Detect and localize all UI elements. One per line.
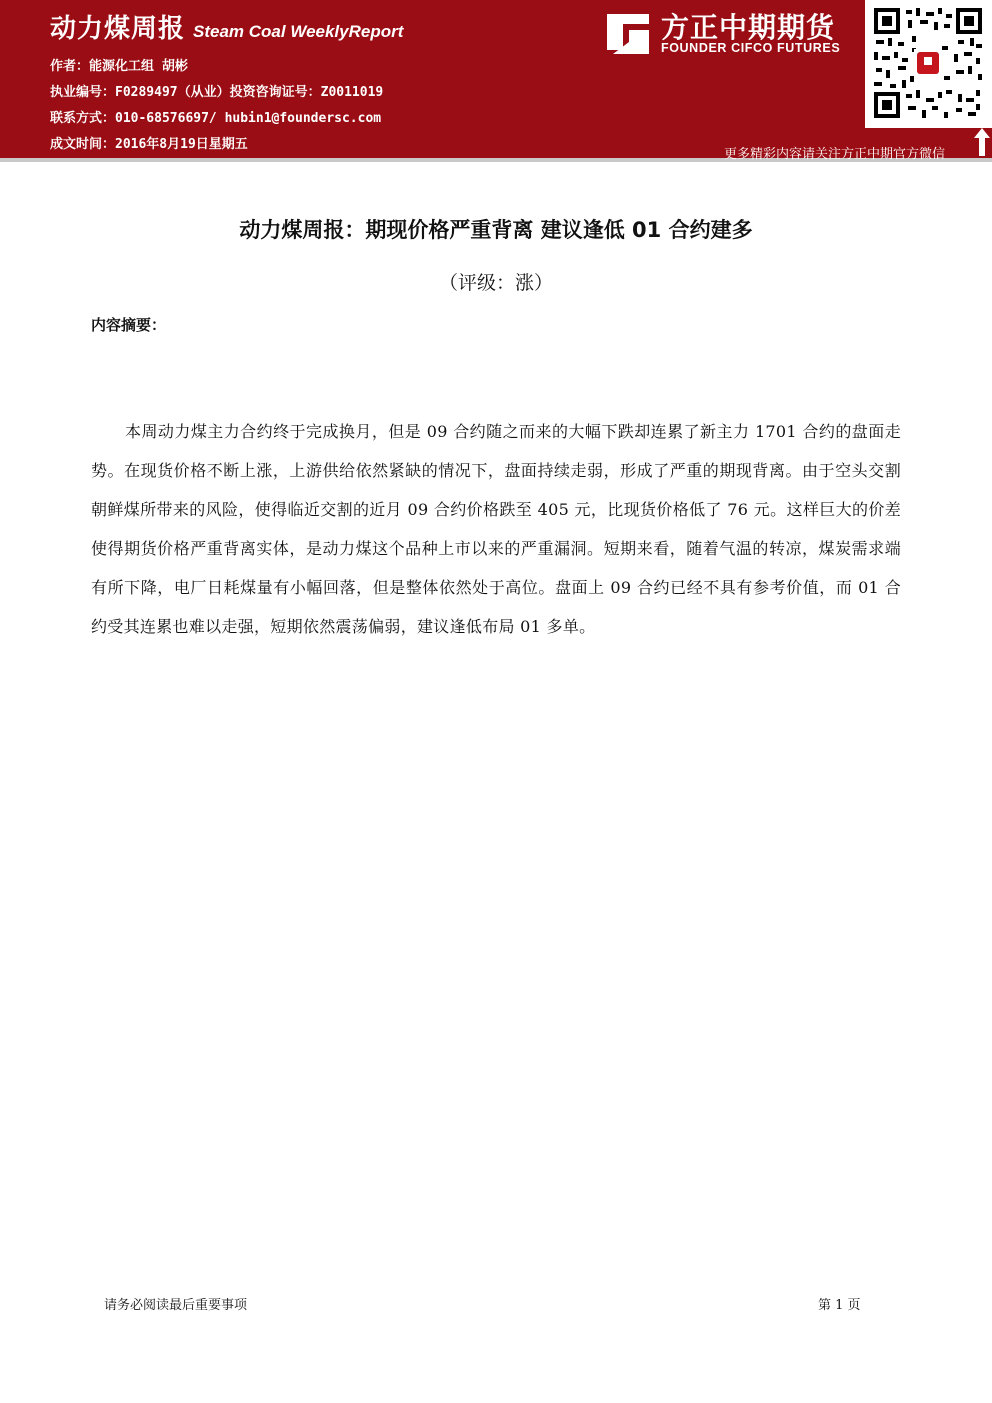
- page-number: 第 1 页: [818, 1298, 861, 1313]
- footer-notice: 请务必阅读最后重要事项: [104, 1298, 248, 1313]
- follow-wechat-text: 更多精彩内容请关注方正中期官方微信: [724, 147, 946, 162]
- report-title: [50, 8, 403, 45]
- document-title: 动力煤周报：期现价格严重背离 建议逢低 01 合约建多: [239, 218, 753, 242]
- qr-code-icon: [872, 6, 984, 120]
- logo-text-zh: 方正中期期货: [661, 11, 836, 44]
- logo-mark-icon: [603, 10, 653, 56]
- report-title-zh: 动力煤周报: [50, 14, 186, 44]
- author-line: 作者：能源化工组 胡彬: [50, 59, 188, 74]
- license-line: 执业编号：F0289497（从业）投资咨询证号：Z0011019: [50, 85, 384, 100]
- wechat-qr-code: [865, 0, 992, 128]
- rating-label: （评级：涨）: [438, 272, 553, 294]
- date-line: 成文时间：2016年8月19日星期五: [50, 137, 248, 152]
- contact-line: 联系方式：010-68576697/ hubin1@foundersc.com: [50, 111, 382, 126]
- report-title-en: Steam Coal WeeklyReport: [193, 22, 404, 41]
- arrow-up-icon: [974, 128, 990, 156]
- summary-paragraph: 本周动力煤主力合约终于完成换月，但是 09 合约随之而来的大幅下跌却连累了新主力 1701 合约的盘面走势。在现货价格不断上涨，上游供给依然紧缺的情况下，盘面持续走弱，形成了严重的期现背离。由于空头交割朝鲜煤所带来的风险，使得临近交割的近月 09 合约价格跌至 405 元，比现货价格低了 76 元。这样巨大的价差使得期货价格严重背离实体，是动力煤这个品种上市以来的严重漏洞。短期来看，随着气温的转凉，煤炭需求端有所下降，电厂日耗煤量有小幅回落，但是整体依然处于高位。盘面上 09 合约已经不具有参考价值，而 01 合约受其连累也难以走强，短期依然震荡偏弱，建议逢低布局 01 多单。: [91, 422, 901, 636]
- logo-text-en: FOUNDER CIFCO FUTURES: [661, 41, 841, 55]
- company-logo: [603, 8, 855, 58]
- summary-heading: 内容摘要：: [91, 316, 167, 334]
